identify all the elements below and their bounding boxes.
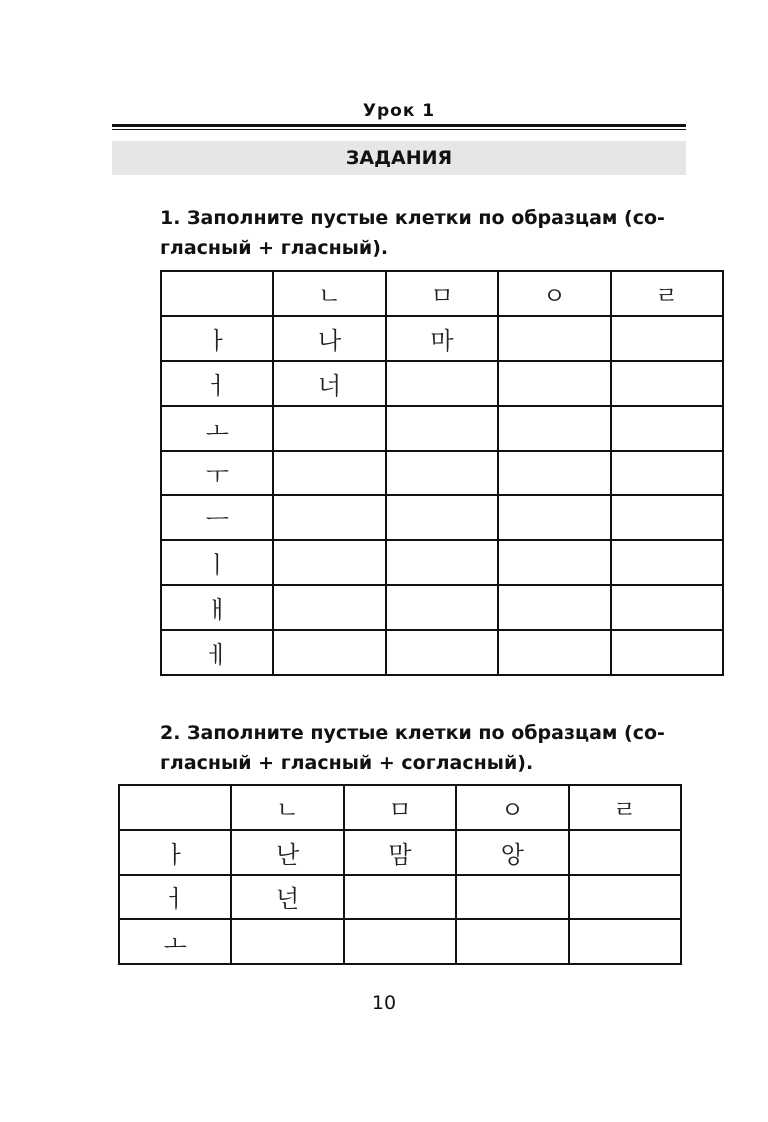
empty-cell bbox=[344, 875, 456, 920]
table-row bbox=[119, 830, 681, 875]
empty-cell bbox=[569, 875, 681, 920]
lesson-title: Урок 1 bbox=[362, 101, 436, 121]
syllable-cell: 너 bbox=[273, 361, 385, 406]
table-row bbox=[161, 406, 723, 451]
empty-cell bbox=[456, 919, 568, 964]
empty-cell bbox=[273, 630, 385, 675]
task-1-line-2: гласный + гласный). bbox=[160, 237, 389, 259]
empty-cell bbox=[273, 585, 385, 630]
empty-cell bbox=[273, 540, 385, 585]
consonant-header-cell: ㄹ bbox=[569, 785, 681, 830]
empty-cell bbox=[611, 540, 723, 585]
empty-cell bbox=[273, 406, 385, 451]
empty-cell bbox=[386, 495, 498, 540]
table-row bbox=[161, 451, 723, 496]
empty-cell bbox=[386, 451, 498, 496]
page-number: 10 bbox=[371, 992, 397, 1014]
empty-cell bbox=[611, 406, 723, 451]
empty-cell bbox=[498, 361, 610, 406]
table-row bbox=[161, 585, 723, 630]
task-1-instruction bbox=[160, 203, 690, 263]
vowel-header-cell: ㅏ bbox=[119, 830, 231, 875]
corner-cell bbox=[119, 785, 231, 830]
consonant-header-cell: ㅇ bbox=[456, 785, 568, 830]
consonant-header-cell: ㅇ bbox=[498, 271, 610, 316]
vowel-header-cell: ㅐ bbox=[161, 585, 273, 630]
empty-cell bbox=[611, 451, 723, 496]
table-row bbox=[161, 540, 723, 585]
syllable-cell: 넌 bbox=[231, 875, 343, 920]
empty-cell bbox=[386, 361, 498, 406]
empty-cell bbox=[611, 630, 723, 675]
empty-cell bbox=[456, 875, 568, 920]
consonant-header-cell: ㄴ bbox=[231, 785, 343, 830]
empty-cell bbox=[386, 630, 498, 675]
table-row bbox=[119, 875, 681, 920]
consonant-header-cell: ㅁ bbox=[344, 785, 456, 830]
syllable-cell: 나 bbox=[273, 316, 385, 361]
table-row bbox=[161, 361, 723, 406]
empty-cell bbox=[498, 495, 610, 540]
empty-cell bbox=[386, 540, 498, 585]
vowel-header-cell: ㅗ bbox=[119, 919, 231, 964]
vowel-header-cell: ㅓ bbox=[119, 875, 231, 920]
consonant-header-cell: ㅁ bbox=[386, 271, 498, 316]
empty-cell bbox=[611, 316, 723, 361]
syllable-cell: 앙 bbox=[456, 830, 568, 875]
task-1-line-1: 1. Заполните пустые клетки по образцам (со- bbox=[160, 207, 665, 229]
task-2-line-2: гласный + гласный + согласный). bbox=[160, 752, 534, 774]
empty-cell bbox=[498, 406, 610, 451]
syllable-cell: 마 bbox=[386, 316, 498, 361]
empty-cell bbox=[344, 919, 456, 964]
section-title: ЗАДАНИЯ bbox=[112, 141, 686, 175]
vowel-header-cell: ㅏ bbox=[161, 316, 273, 361]
empty-cell bbox=[569, 919, 681, 964]
empty-cell bbox=[611, 495, 723, 540]
syllable-cell: 난 bbox=[231, 830, 343, 875]
vowel-header-cell: ㅔ bbox=[161, 630, 273, 675]
empty-cell bbox=[498, 451, 610, 496]
table-row bbox=[161, 630, 723, 675]
task-2-line-1: 2. Заполните пустые клетки по образцам (со- bbox=[160, 722, 665, 744]
header-row bbox=[161, 271, 723, 316]
empty-cell bbox=[231, 919, 343, 964]
empty-cell bbox=[569, 830, 681, 875]
header-rule-thin bbox=[112, 129, 686, 130]
corner-cell bbox=[161, 271, 273, 316]
table-row bbox=[161, 495, 723, 540]
empty-cell bbox=[611, 585, 723, 630]
empty-cell bbox=[498, 630, 610, 675]
vowel-header-cell: ㅡ bbox=[161, 495, 273, 540]
empty-cell bbox=[386, 406, 498, 451]
empty-cell bbox=[498, 585, 610, 630]
vowel-header-cell: ㅜ bbox=[161, 451, 273, 496]
consonant-header-cell: ㄴ bbox=[273, 271, 385, 316]
vowel-header-cell: ㅗ bbox=[161, 406, 273, 451]
syllable-table-2 bbox=[118, 784, 682, 965]
vowel-header-cell: ㅣ bbox=[161, 540, 273, 585]
table-row bbox=[161, 316, 723, 361]
empty-cell bbox=[498, 540, 610, 585]
empty-cell bbox=[611, 361, 723, 406]
empty-cell bbox=[498, 316, 610, 361]
consonant-header-cell: ㄹ bbox=[611, 271, 723, 316]
syllable-cell: 맘 bbox=[344, 830, 456, 875]
empty-cell bbox=[273, 451, 385, 496]
empty-cell bbox=[386, 585, 498, 630]
task-2-instruction bbox=[160, 718, 690, 778]
empty-cell bbox=[273, 495, 385, 540]
vowel-header-cell: ㅓ bbox=[161, 361, 273, 406]
syllable-table-1 bbox=[160, 270, 724, 676]
header-row bbox=[119, 785, 681, 830]
table-row bbox=[119, 919, 681, 964]
header-rule-thick bbox=[112, 124, 686, 127]
